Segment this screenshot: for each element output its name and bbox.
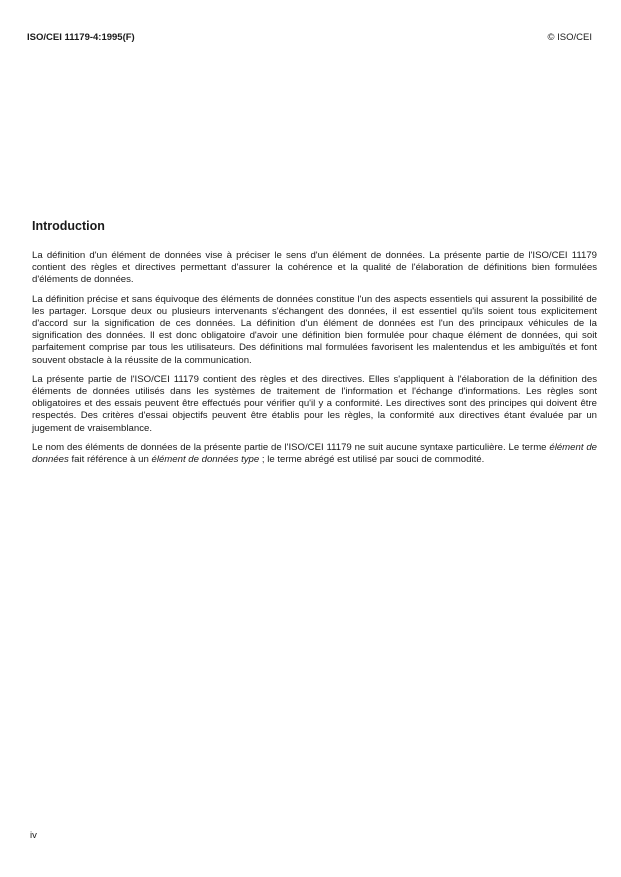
paragraph-4-part3: ; le terme abrégé est utilisé par souci de commodité.: [259, 454, 485, 466]
paragraph-4-part1: Le nom des éléments de données de la présente partie de l'ISO/CEI 11179 ne suit aucune syntaxe particulière. Le terme: [32, 441, 550, 453]
paragraph-4-part2: fait référence à un: [68, 454, 152, 466]
term-element-de-donnees-type: élément de données type: [151, 454, 260, 466]
section-title: Introduction: [32, 219, 105, 233]
term-element-de-donnees: élément de données: [32, 441, 597, 466]
copyright-notice: © ISO/CEI: [547, 32, 592, 43]
paragraph-2: La définition précise et sans équivoque des éléments de données constitue l'un des aspects essentiels qui assurent la possibilité de les partager. Lorsque deux ou plusieurs intervenants s'échangent des données, il est essentiel qu'ils soient tous explicitement d'accord sur la signification de ces données. La définition d'un élément de données est l'un des principaux véhicules de la signification des données. Il est donc obligatoire d'avoir une définition bien formulée pour chaque élément de données, qui soit parfaitement comprise par tous les utilisateurs. Des définitions mal formulées favorisent les malentendus et les ambiguïtés et font souvent obstacle à la réussite de la communication.: [32, 293, 597, 366]
paragraph-1: La définition d'un élément de données vise à préciser le sens d'un élément de données. La présente partie de l'ISO/CEI 11179 contient des règles et directives permettant d'assurer la cohérence et la qualité de l'élaboration de définitions bien formulées d'éléments de données.: [32, 250, 597, 286]
paragraph-3: La présente partie de l'ISO/CEI 11179 contient des règles et des directives. Elles s'appliquent à l'élaboration de la définition des éléments de données utilisés dans les systèmes de traitement de l'information et l'échange d'informations. Les règles sont obligatoires et des essais peuvent être effectués pour vérifier qu'il y a conformité. Les directives sont des principes qui doivent être respectés. Des critères d'essai objectifs peuvent être établis pour les règles, la conformité aux directives étant évaluée par un jugement de vraisemblance.: [32, 373, 597, 434]
section-body: [32, 250, 597, 473]
paragraph-4: [32, 442, 597, 466]
page-number: iv: [30, 830, 37, 841]
document-header-id: ISO/CEI 11179-4:1995(F): [27, 32, 135, 43]
